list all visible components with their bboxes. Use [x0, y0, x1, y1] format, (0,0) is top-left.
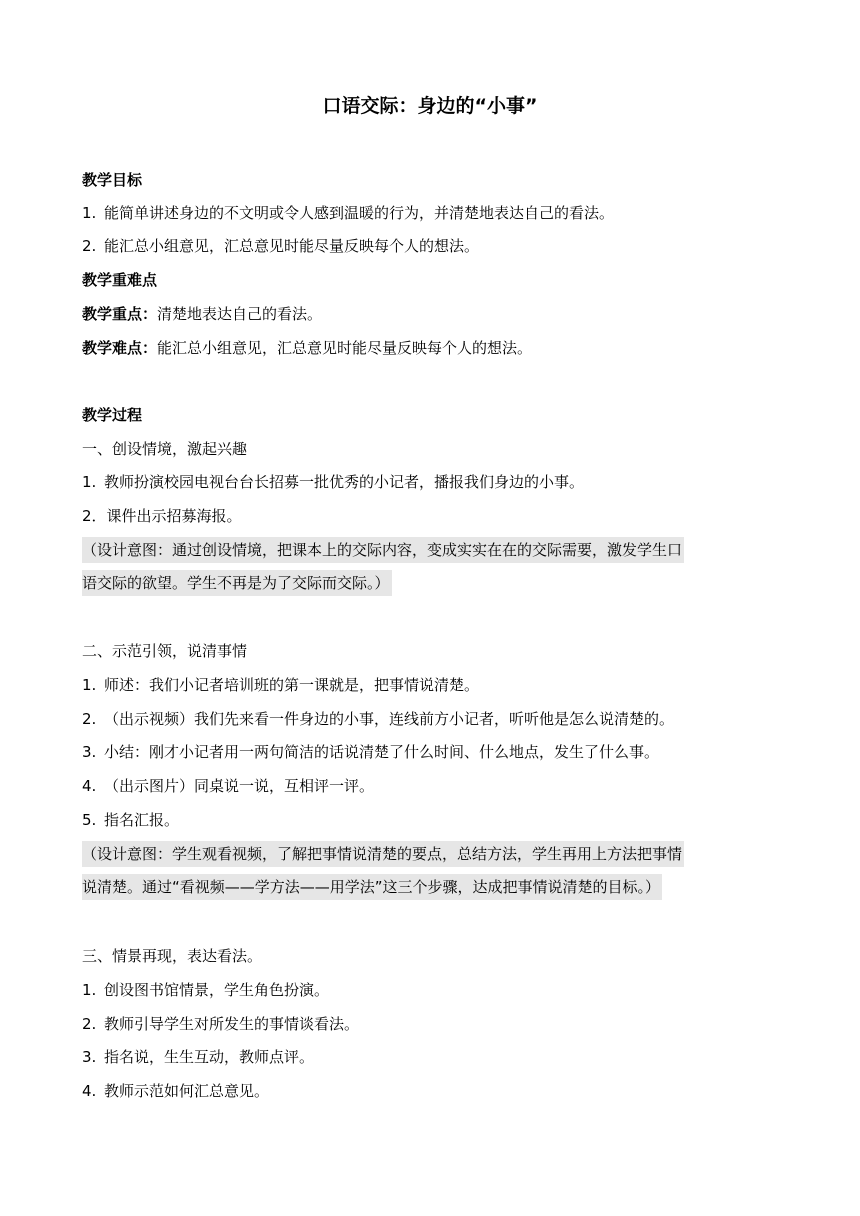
item-number: 4. [82, 1082, 97, 1100]
item-text: 教师示范如何汇总意见。 [104, 1082, 270, 1100]
item-number: 5. [82, 811, 97, 829]
list-item [82, 742, 782, 762]
item-number: 1. [82, 473, 97, 491]
difficulty-text: 能汇总小组意见，汇总意见时能尽量反映每个人的想法。 [157, 339, 533, 357]
item-text: （出示视频）我们先来看一件身边的小事，连线前方小记者，听听他是怎么说清楚的。 [104, 710, 675, 728]
item-text: 创设图书馆情景，学生角色扮演。 [104, 981, 330, 999]
note-line: （设计意图：通过创设情境，把课本上的交际内容，变成实实在在的交际需要，激发学生口 [82, 537, 684, 563]
objectives-heading: 教学目标 [82, 171, 143, 189]
item-text: 能汇总小组意见，汇总意见时能尽量反映每个人的想法。 [104, 237, 480, 255]
item-text: 能简单讲述身边的不文明或令人感到温暖的行为，并清楚地表达自己的看法。 [104, 204, 615, 222]
focus-label: 教学重点： [82, 305, 158, 323]
list-item [82, 1047, 782, 1067]
section-title: 三、情景再现，表达看法。 [82, 947, 263, 965]
list-item [82, 1081, 782, 1101]
design-intent-note [82, 844, 684, 864]
item-number: 4. [82, 777, 97, 795]
item-text: 指名汇报。 [104, 811, 180, 829]
focus-text: 清楚地表达自己的看法。 [157, 305, 323, 323]
note-line: 语交际的欲望。学生不再是为了交际而交际。） [82, 570, 392, 596]
item-text: 指名说，生生互动，教师点评。 [104, 1048, 315, 1066]
list-item [82, 709, 782, 729]
focus-line [82, 304, 782, 324]
item-number: 3. [82, 1048, 97, 1066]
list-item [82, 1014, 782, 1034]
item-number: 2. [82, 1015, 97, 1033]
difficulty-line [82, 338, 782, 358]
item-text: 小结：刚才小记者用一两句简洁的话说清楚了什么时间、什么地点，发生了什么事。 [104, 743, 660, 761]
design-intent-note [82, 540, 684, 560]
objective-item [82, 203, 782, 223]
note-line: （设计意图：学生观看视频，了解把事情说清楚的要点，总结方法，学生再用上方法把事情 [82, 841, 684, 867]
design-intent-note [82, 877, 662, 897]
item-number: 2． [82, 507, 107, 525]
section-title: 一、创设情境，激起兴趣 [82, 440, 248, 458]
item-number: 1. [82, 676, 97, 694]
list-item [82, 776, 782, 796]
objective-item [82, 236, 782, 256]
difficulty-label: 教学难点： [82, 339, 158, 357]
item-number: 1. [82, 204, 97, 222]
list-item [82, 506, 782, 526]
keypoints-heading: 教学重难点 [82, 271, 158, 289]
list-item [82, 472, 782, 492]
item-number: 1. [82, 981, 97, 999]
list-item [82, 980, 782, 1000]
item-text: 课件出示招募海报。 [106, 507, 242, 525]
item-number: 3. [82, 743, 97, 761]
item-text: 教师扮演校园电视台台长招募一批优秀的小记者，播报我们身边的小事。 [104, 473, 585, 491]
section-title: 二、示范引领，说清事情 [82, 642, 248, 660]
item-number: 2. [82, 710, 97, 728]
page-title: 口语交际：身边的“小事” [322, 95, 538, 117]
item-text: （出示图片）同桌说一说，互相评一评。 [104, 777, 375, 795]
process-heading: 教学过程 [82, 406, 143, 424]
item-text: 师述：我们小记者培训班的第一课就是，把事情说清楚。 [104, 676, 480, 694]
design-intent-note [82, 573, 392, 593]
item-text: 教师引导学生对所发生的事情谈看法。 [104, 1015, 360, 1033]
note-line: 说清楚。通过“看视频——学方法——用学法”这三个步骤，达成把事情说清楚的目标。） [82, 874, 662, 900]
list-item [82, 675, 782, 695]
item-number: 2. [82, 237, 97, 255]
list-item [82, 810, 782, 830]
